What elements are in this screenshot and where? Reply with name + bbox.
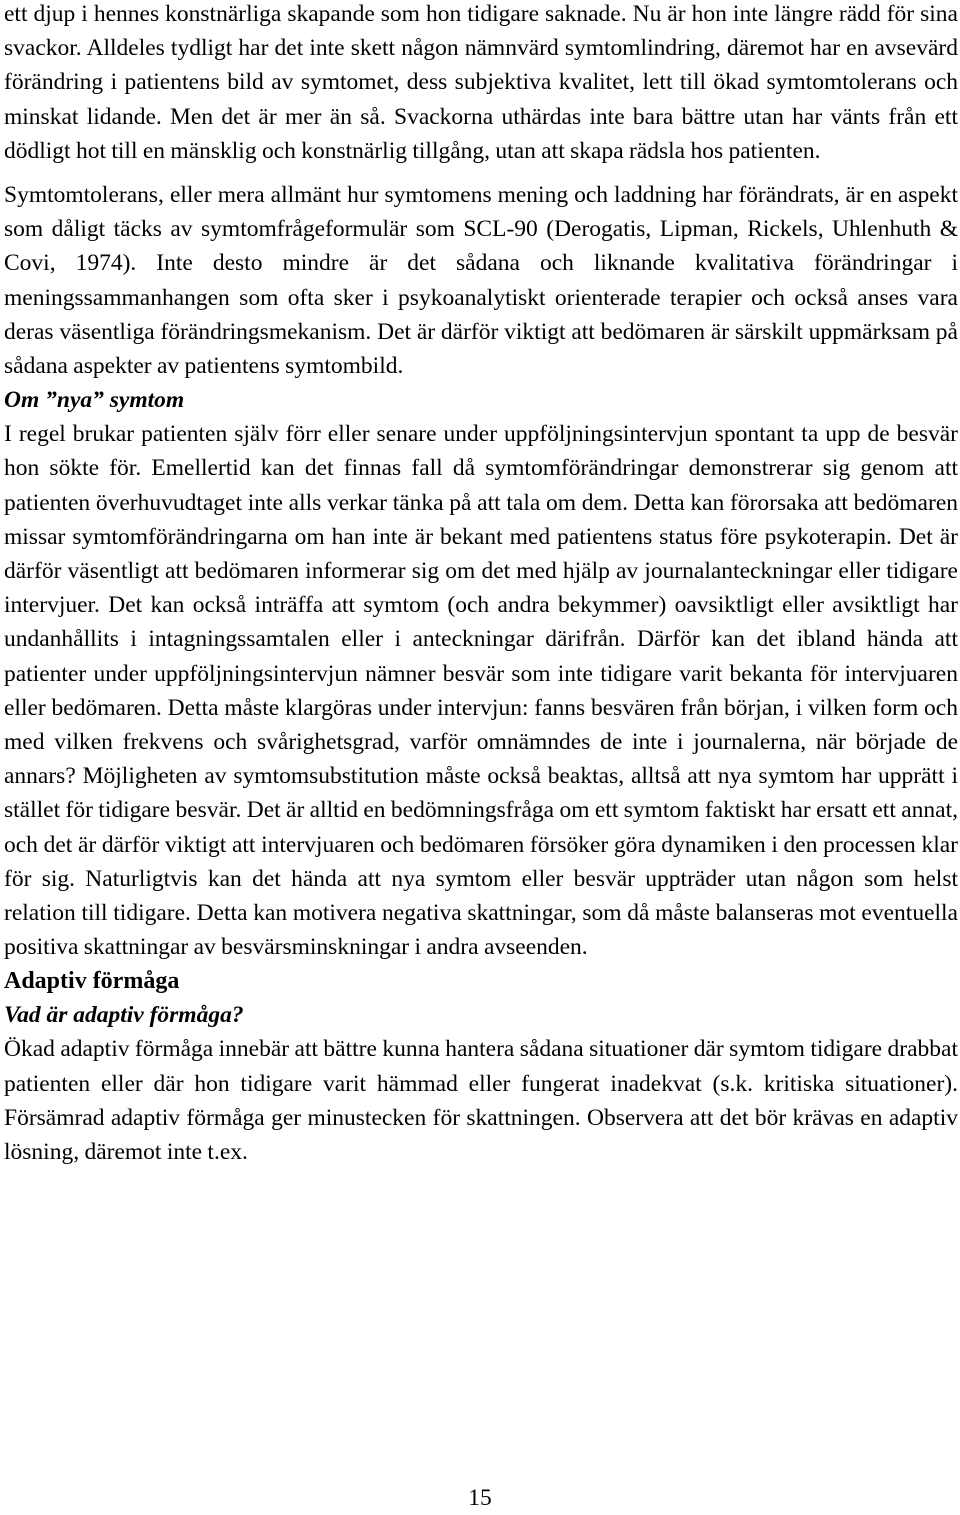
body-paragraph-adaptive-ability: Ökad adaptiv förmåga innebär att bättre kunna hantera sådana situationer där symtom tidigare drabbat patienten eller där hon tidigare varit hämmad eller fungerat inadekvat (s.k. kritiska situationer). Försämrad adaptiv förmåga ger minustecken för skattningen. Observera att det bör krävas en adaptiv lösning, däremot inte t.ex. [4,1036,958,1166]
subheading-new-symptoms: Om ”nya” symtom [4,387,185,414]
subheading-what-is-adaptive-ability: Vad är adaptiv förmåga? [4,1002,244,1029]
page-number: 15 [468,1485,492,1511]
body-paragraph-symptom-tolerance: Symtomtolerans, eller mera allmänt hur symtomens mening och laddning har förändrats, är en aspekt som dåligt täcks av symtomfrågeformulär som SCL-90 (Derogatis, Lipman, Rickels, Uhlenhuth & Covi, 1974). Inte desto mindre är det sådana och liknande kvalitativa förändringar i meningssammanhangen som ofta sker i psykoanalytiskt orienterade terapier och också anses vara deras väsentliga förändringsmekanism. Det är därför viktigt att bedömaren är särskilt uppmärksam på sådana aspekter av patientens symtombild. [4,182,958,380]
document-page [4,0,958,1169]
body-paragraph-continuation: ett djup i hennes konstnärliga skapande som hon tidigare saknade. Nu är hon inte längre rädd för sina svackor. Alldeles tydligt har det inte skett någon nämnvärd symtomlindring, däremot har en avsevärd förändring i patientens bild av symtomet, dess subjektiva kvalitet, lett till ökad symtomtolerans och minskat lidande. Men det är mer än så. Svackorna uthärdas inte bara bättre utan har vänts från ett dödligt hot till en mänsklig och konstnärlig tillgång, utan att skapa rädsla hos patienten. [4,1,958,164]
section-heading-adaptive-ability: Adaptiv förmåga [4,968,180,995]
body-paragraph-new-symptoms: I regel brukar patienten själv förr eller senare under uppföljningsintervjun spontant ta upp de besvär hon sökte för. Emellertid kan det finnas fall då symtomförändringar demonstrerar sig genom att patienten överhuvudtaget inte alls verkar tänka på att tala om dem. Detta kan förorsaka att bedömaren missar symtomförändringarna om han inte är bekant med patientens status före psykoterapin. Det är därför väsentligt att bedömaren informerar sig om det med hjälp av journalanteckningar eller tidigare intervjuer. Det kan också inträffa att symtom (och andra bekymmer) oavsiktligt eller avsiktligt har undanhållits i intagningssamtalen eller i anteckningar därifrån. Därför kan det ibland hända att patienter under uppföljningsintervjun nämner besvär som inte tidigare varit bekanta för intervjuaren eller bedömaren. Detta måste klargöras under intervjun: fanns besvären från början, i vilken form och med vilken frekvens och svårighetsgrad, varför omnämndes de inte i journalerna, när började de annars? Möjligheten av symtomsubstitution måste också beaktas, alltså att nya symtom har upprätt i stället för tidigare besvär. Det är alltid en bedömningsfråga om ett symtom faktiskt har ersatt ett annat, och det är därför viktigt att intervjuaren och bedömaren försöker göra dynamiken i den processen klar för sig. Naturligtvis kan det hända att nya symtom eller besvär uppträder utan någon som helst relation till tidigare. Detta kan motivera negativa skattningar, som då måste balanseras mot eventuella positiva skattningar av besvärsminskningar i andra avseenden. [4,421,958,961]
